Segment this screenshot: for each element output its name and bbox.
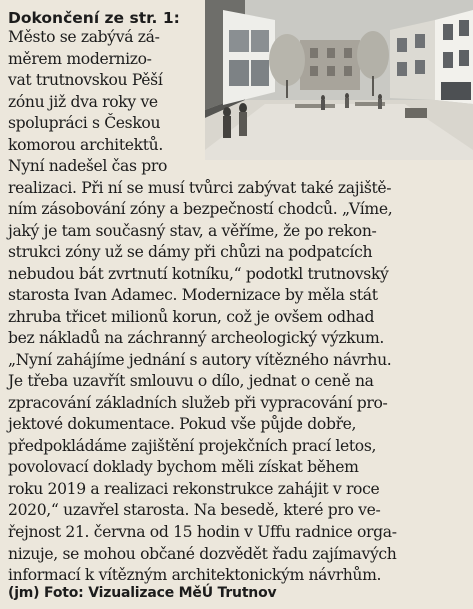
article-line: nizuje, se mohou občané dozvědět řadu zajímavých [8,544,397,563]
article-line: zhruba třicet milionů korun, což je ovšem odhad [8,307,375,326]
article-line: řejnost 21. června od 15 hodin v Uffu radnice orga- [8,523,397,541]
article-line: zónu již dva roky ve [8,92,158,111]
article-line: roku 2019 a realizaci rekonstrukce zahájit v roce [8,479,380,498]
article-line: realizaci. Při ní se musí tvůrci zabývat také zajiště- [8,178,392,197]
article-line: Nyní nadešel čas pro [8,157,167,176]
article-line: informací k vítězným architektonickým návrhům. [8,566,382,584]
article-line: spolupráci s Českou [8,114,161,133]
article-line: nebudou bát zvrtnutí kotníku,“ podotkl trutnovský [8,264,389,283]
photo-credit: (jm) Foto: Vizualizace MěÚ Trutnov [8,585,277,601]
article-line: „Nyní zahájíme jednání s autory vítězného návrhu. [8,350,392,369]
article-line: komorou architektů. [8,135,163,154]
visualization-photo [205,0,473,160]
article-line: starosta Ivan Adamec. Modernizace by měla stát [8,286,378,305]
article-line: zpracování základních služeb při vypracování pro- [8,393,388,412]
article-line: měrem modernizo- [8,49,152,68]
article-line: 2020,“ uzavřel starosta. Na besedě, které pro ve- [8,501,381,520]
article-line: povolovací doklady bychom měli získat během [8,458,359,477]
article-line: strukci zóny už se dámy při chůzi na podpatcích [8,243,373,262]
article-line: Město se zabývá zá- [8,28,160,46]
article-line: předpokládáme zajištění projekčních prací letos, [8,436,377,455]
article-line: jektové dokumentace. Pokud vše půjde dobře, [8,415,357,434]
article-line: Je třeba uzavřít smlouvu o dílo, jednat o ceně na [8,372,374,391]
article-line: jaký je tam současný stav, a věříme, že po rekon- [8,221,377,240]
article-line: bez nákladů na záchranný archeologický výzkum. [8,329,385,348]
article-line: ním zásobování zóny a bezpečností chodců. „Víme, [8,200,393,219]
continuation-heading: Dokončení ze str. 1: [8,9,180,27]
article-line: vat trutnovskou Pěší [8,71,163,89]
